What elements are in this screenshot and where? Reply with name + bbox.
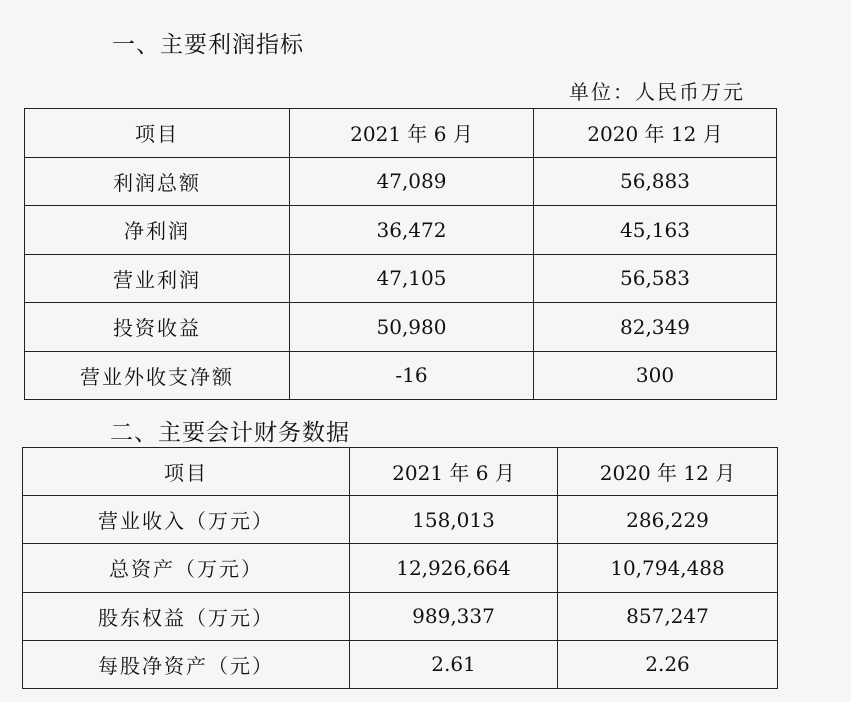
table-row	[23, 592, 778, 640]
section-2-title: 二、主要会计财务数据	[110, 420, 350, 446]
table-row	[25, 303, 777, 352]
header-2020-12: 2020 年 12 月	[534, 109, 777, 158]
row-label: 净利润	[25, 206, 290, 255]
header-2021-06: 2021 年 6 月	[350, 448, 558, 496]
cell-value: 857,247	[558, 592, 778, 640]
table-row	[25, 157, 777, 206]
cell-value: 45,163	[534, 206, 777, 255]
header-2021-06: 2021 年 6 月	[290, 109, 534, 158]
header-2020-12: 2020 年 12 月	[558, 448, 778, 496]
cell-value: -16	[290, 351, 534, 400]
cell-value: 56,883	[534, 157, 777, 206]
table-header-row	[23, 448, 778, 496]
table-row	[25, 206, 777, 255]
row-label: 营业外收支净额	[25, 351, 290, 400]
table-row	[23, 544, 778, 592]
row-label: 利润总额	[25, 157, 290, 206]
cell-value: 10,794,488	[558, 544, 778, 592]
row-label: 营业利润	[25, 254, 290, 303]
header-item: 项目	[25, 109, 290, 158]
row-label: 每股净资产（元）	[23, 640, 350, 688]
row-label: 营业收入（万元）	[23, 496, 350, 544]
cell-value: 989,337	[350, 592, 558, 640]
cell-value: 47,089	[290, 157, 534, 206]
profit-indicators-table	[24, 108, 777, 400]
cell-value: 2.61	[350, 640, 558, 688]
financial-data-table	[22, 447, 778, 689]
unit-label: 单位：人民币万元	[569, 80, 745, 104]
table-row	[25, 254, 777, 303]
cell-value: 158,013	[350, 496, 558, 544]
cell-value: 286,229	[558, 496, 778, 544]
section-1-title: 一、主要利润指标	[112, 32, 304, 58]
row-label: 股东权益（万元）	[23, 592, 350, 640]
cell-value: 50,980	[290, 303, 534, 352]
cell-value: 82,349	[534, 303, 777, 352]
cell-value: 300	[534, 351, 777, 400]
cell-value: 47,105	[290, 254, 534, 303]
cell-value: 56,583	[534, 254, 777, 303]
header-item: 项目	[23, 448, 350, 496]
table-header-row	[25, 109, 777, 158]
cell-value: 2.26	[558, 640, 778, 688]
row-label: 总资产（万元）	[23, 544, 350, 592]
table-row	[23, 496, 778, 544]
table-row	[25, 351, 777, 400]
cell-value: 36,472	[290, 206, 534, 255]
row-label: 投资收益	[25, 303, 290, 352]
cell-value: 12,926,664	[350, 544, 558, 592]
table-row	[23, 640, 778, 688]
